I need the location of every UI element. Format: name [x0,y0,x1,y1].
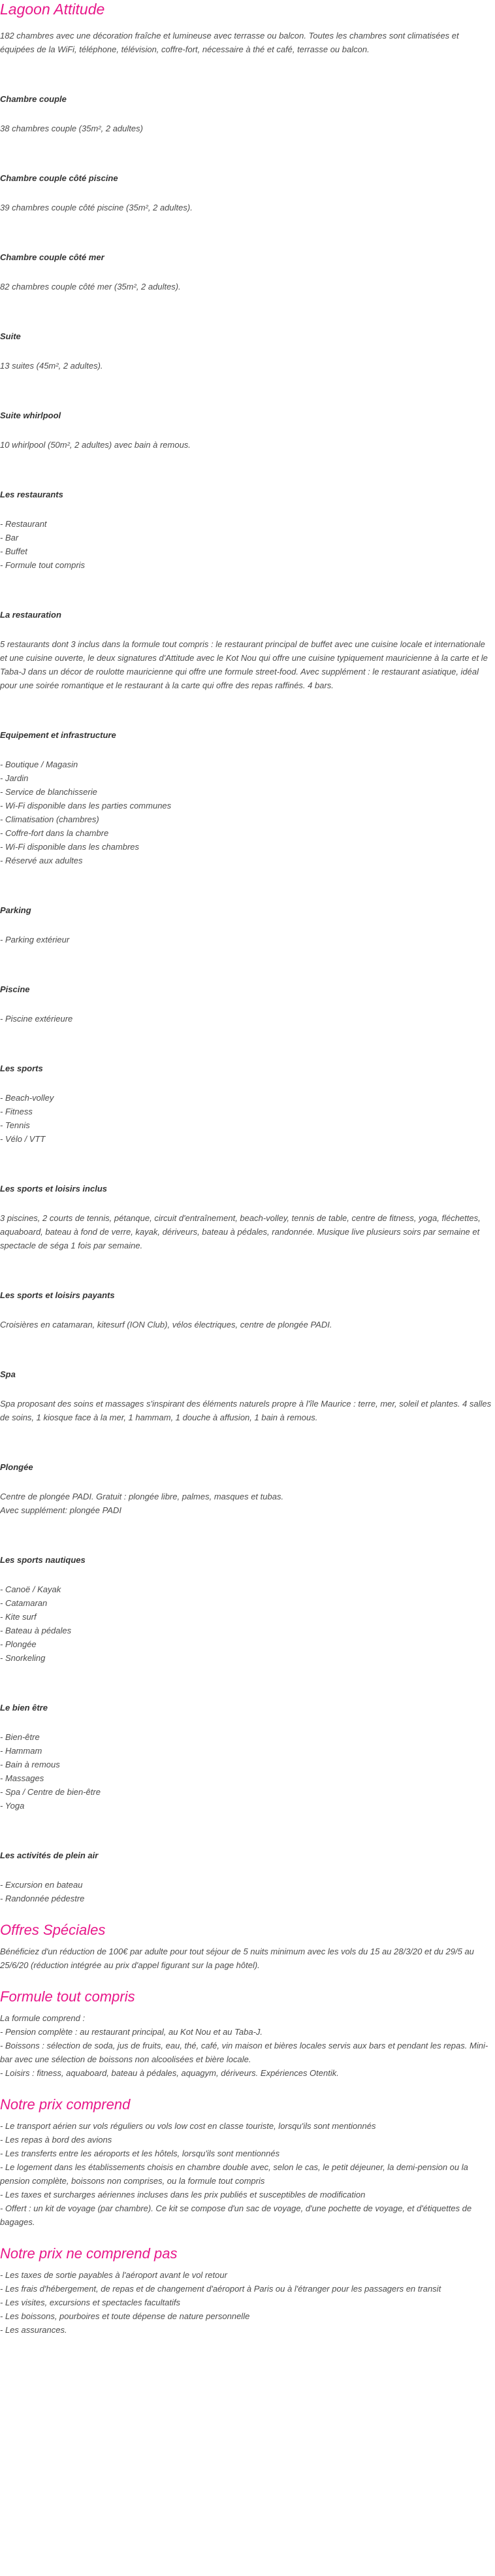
section-title: Les sports et loisirs inclus [0,1184,107,1194]
section-line: - Réservé aux adultes [0,856,83,865]
section-title: Chambre couple [0,94,67,104]
comprend-title: Notre prix comprend [0,2096,131,2113]
list-line: - Pension complète : au restaurant principal, au Kot Nou et au Taba-J. [0,2027,263,2037]
section-title: Le bien être [0,1703,48,1713]
section-title: Les sports nautiques [0,1555,86,1565]
section-line: - Parking extérieur [0,935,70,945]
section-line: Croisières en catamaran, kitesurf (ION Club), vélos électriques, centre de plongée PADI. [0,1320,332,1330]
section-line: - Restaurant [0,519,47,529]
list-line: - Les taxes de sortie payables à l'aéroport avant le vol retour [0,2270,227,2280]
section-line: 13 suites (45m², 2 adultes). [0,361,103,371]
section-body [0,201,494,214]
list-line: - Les assurances. [0,2325,67,2335]
section-line: - Bar [0,533,19,543]
section-body [0,933,494,946]
section-title: Suite whirlpool [0,410,61,420]
section [0,329,494,373]
hotel-sections [0,92,494,1905]
list-line: - Le logement dans les établissements choisis en chambre double avec, selon le cas, le petit déjeuner, la demi-pension ou la pension complète, boissons non comprises, ou la formule tout compris [0,2162,468,2186]
section-body [0,1091,494,1146]
section-title: Equipement et infrastructure [0,730,116,740]
list-line: - Offert : un kit de voyage (par chambre). Ce kit se compose d'un sac de voyage, d'une pochette de voyage, et d'étiquettes de bagages. [0,2203,472,2227]
section-line: - Randonnée pédestre [0,1894,85,1903]
section-line: - Yoga [0,1801,25,1811]
section-body [0,359,494,373]
hotel-title: Lagoon Attitude [0,1,105,18]
section-line: 82 chambres couple côté mer (35m², 2 adultes). [0,282,181,292]
section-line: - Hammam [0,1746,42,1756]
section-body [0,122,494,135]
comprend-lines [0,2119,494,2229]
section-body [0,1397,494,1424]
formule-title: Formule tout compris [0,1988,135,2005]
section-title: Chambre couple côté mer [0,252,104,262]
section [0,1460,494,1517]
section [0,250,494,293]
offres-title: Offres Spéciales [0,1922,106,1938]
formule-lines [0,2011,494,2080]
section-line: - Fitness [0,1107,33,1116]
section [0,1182,494,1252]
section-title: Les sports et loisirs payants [0,1290,115,1300]
section-line: - Wi-Fi disponible dans les chambres [0,842,140,852]
section-body [0,1211,494,1252]
section-line: Avec supplément: plongée PADI [0,1505,121,1515]
section-title: Spa [0,1369,16,1379]
section-line: - Boutique / Magasin [0,760,78,769]
section-line: - Canoë / Kayak [0,1584,61,1594]
section-line: - Plongée [0,1639,37,1649]
section-line: Centre de plongée PADI. Gratuit : plongée libre, palmes, masques et tubas. [0,1492,284,1501]
section-title: Suite [0,331,21,341]
section [0,92,494,135]
section-body [0,438,494,452]
list-line: - Le transport aérien sur vols réguliers ou vols low cost en classe touriste, lorsqu'ils sont mentionnés [0,2121,376,2131]
list-line: - Les transferts entre les aéroports et les hôtels, lorsqu'ils sont mentionnés [0,2149,280,2158]
section-line: - Kite surf [0,1612,37,1622]
section-body [0,637,494,692]
section-title: Piscine [0,984,30,994]
non-comprend-lines [0,2268,494,2337]
section [0,1848,494,1905]
section-line: 5 restaurants dont 3 inclus dans la formule tout compris : le restaurant principal de buffet avec une cuisine locale et internationale et une cuisine ouverte, le deux signatures d'Attitude avec le Kot Nou qui offre une cuisine typiquement mauricienne à la carte et le Taba-J dans un décor de roulotte mauricienne qui offre une formule street-food. Avec supplément : le restaurant asiatique, idéal pour une soirée romantique et le restaurant à la carte qui offre des repas raffinés. 4 bars. [0,639,488,690]
section-line: - Formule tout compris [0,560,86,570]
non-comprend-title: Notre prix ne comprend pas [0,2245,178,2262]
section-line: Spa proposant des soins et massages s'inspirant des éléments naturels propre à l'île Maurice : terre, mer, soleil et plantes. 4 salles de soins, 1 kiosque face à la mer, 1 hammam, 1 douche à affusion, 1 bain à remous. [0,1399,492,1422]
list-line: - Loisirs : fitness, aquaboard, bateau à pédales, aquagym, dériveurs. Expériences Otentik. [0,2068,339,2078]
section-body [0,280,494,293]
section-line: - Service de blanchisserie [0,787,97,797]
section-line: - Spa / Centre de bien-être [0,1787,101,1797]
section [0,1062,494,1146]
section-line: - Piscine extérieure [0,1014,73,1024]
section-line: 10 whirlpool (50m², 2 adultes) avec bain à remous. [0,440,191,450]
section-line: - Coffre-fort dans la chambre [0,828,109,838]
hotel-intro: 182 chambres avec une décoration fraîche et lumineuse avec terrasse ou balcon. Toutes les chambres sont climatisées et équipées de la WiFi, téléphone, télévision, coffre-fort, nécessaire à thé et café, terrasse ou balcon. [0,31,459,54]
section-line: 38 chambres couple (35m², 2 adultes) [0,124,143,133]
section-title: Parking [0,905,31,915]
section-line: - Bateau à pédales [0,1626,72,1635]
section-body [0,1012,494,1026]
section-line: - Massages [0,1773,44,1783]
section-title: Les restaurants [0,490,63,499]
section-body [0,758,494,867]
section-title: La restauration [0,610,61,620]
offres-text: Bénéficiez d'un réduction de 100€ par adulte pour tout séjour de 5 nuits minimum avec les vols du 15 au 28/3/20 et du 29/5 au 25/6/20 (réduction intégrée au prix d'appel figurant sur la page hôtel). [0,1947,474,1970]
section-body [0,1878,494,1905]
section [0,1553,494,1665]
list-line: La formule comprend : [0,2013,86,2023]
section-line: - Bien-être [0,1732,40,1742]
section-line: - Catamaran [0,1598,48,1608]
list-line: - Boissons : sélection de soda, jus de fruits, eau, thé, café, vin maison et bières locales servis aux bars et pendant les repas. Mini-bar avec une sélection de boissons non alcoolisées et bière locale. [0,2041,488,2064]
section-line: 3 piscines, 2 courts de tennis, pétanque, circuit d'entraînement, beach-volley, tennis de table, centre de fitness, yoga, fléchettes, aquaboard, bateau à fond de verre, kayak, dériveurs, bateau à pédales, randonnée. Musique live plusieurs soirs par semaine et spectacle de séga 1 fois par semaine. [0,1213,481,1250]
section-line: - Tennis [0,1120,30,1130]
section [0,488,494,572]
section-body [0,1730,494,1813]
section [0,1367,494,1424]
list-line: - Les repas à bord des avions [0,2135,112,2145]
list-line: - Les taxes et surcharges aériennes incluses dans les prix publiés et susceptibles de modification [0,2190,366,2200]
list-line: - Les visites, excursions et spectacles facultatifs [0,2298,181,2307]
section-line: - Jardin [0,773,29,783]
section-title: Chambre couple côté piscine [0,173,118,183]
section-title: Les sports [0,1063,43,1073]
section [0,608,494,692]
section-body [0,1490,494,1517]
section [0,1288,494,1331]
section-line: - Wi-Fi disponible dans les parties communes [0,801,172,811]
section [0,1701,494,1813]
section-line: - Snorkeling [0,1653,46,1663]
section [0,982,494,1026]
section-body [0,1582,494,1665]
section-line: - Beach-volley [0,1093,54,1103]
section-line: - Buffet [0,546,27,556]
section [0,728,494,867]
section-line: 39 chambres couple côté piscine (35m², 2 adultes). [0,203,193,212]
section-line: - Excursion en bateau [0,1880,83,1890]
section-line: - Bain à remous [0,1760,60,1769]
section-title: Les activités de plein air [0,1850,99,1860]
section-title: Plongée [0,1462,33,1472]
section-line: - Vélo / VTT [0,1134,46,1144]
section [0,171,494,214]
section-line: - Climatisation (chambres) [0,814,99,824]
section [0,903,494,946]
list-line: - Les frais d'hébergement, de repas et de changement d'aéroport à Paris ou à l'étranger pour les passagers en transit [0,2284,441,2294]
section-body [0,1318,494,1331]
section-body [0,517,494,572]
list-line: - Les boissons, pourboires et toute dépense de nature personnelle [0,2311,250,2321]
section [0,409,494,452]
